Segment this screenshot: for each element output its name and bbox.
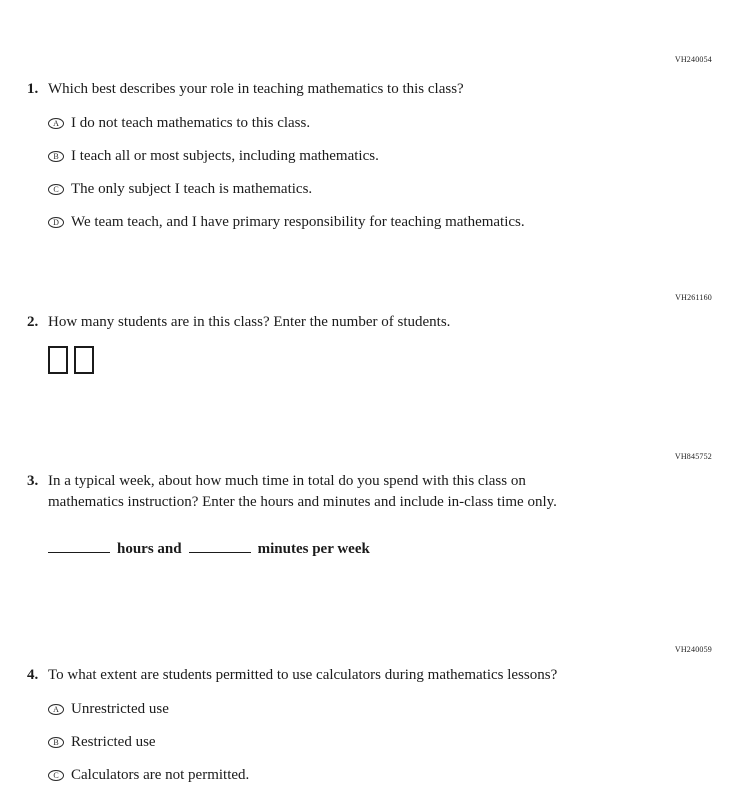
- answer-bubble-b-icon[interactable]: B: [48, 151, 64, 162]
- question-3: [27, 471, 600, 560]
- answer-bubble-c-icon[interactable]: C: [48, 770, 64, 781]
- accession-code-q3: VH845752: [674, 452, 712, 461]
- question-1: [27, 79, 525, 245]
- answer-bubble-a-icon[interactable]: A: [48, 704, 64, 715]
- q1-option-b[interactable]: [48, 146, 525, 167]
- student-count-digit-box-1[interactable]: [48, 346, 68, 374]
- q1-option-c-label: The only subject I teach is mathematics.: [71, 181, 313, 197]
- accession-code-q1: VH240054: [674, 55, 712, 64]
- question-2: [27, 312, 450, 374]
- hours-label: hours and: [117, 541, 182, 557]
- q1-option-a-label: I do not teach mathematics to this class.: [71, 115, 311, 131]
- q4-option-c[interactable]: [48, 765, 557, 786]
- accession-code-q2: VH261160: [675, 293, 712, 302]
- question-4-options: [48, 699, 557, 786]
- hours-blank-field[interactable]: [48, 539, 110, 553]
- question-3-number: 3.: [27, 473, 39, 489]
- q1-option-b-label: I teach all or most subjects, including mathematics.: [71, 148, 379, 164]
- student-count-digit-box-2[interactable]: [74, 346, 94, 374]
- student-count-entry: [48, 346, 450, 374]
- answer-bubble-d-icon[interactable]: D: [48, 217, 64, 228]
- accession-code-q4: VH240059: [674, 645, 712, 654]
- q1-option-d-label: We team teach, and I have primary responsibility for teaching mathematics.: [71, 214, 525, 230]
- question-1-number: 1.: [27, 81, 39, 97]
- answer-bubble-b-icon[interactable]: B: [48, 737, 64, 748]
- question-4: [27, 665, 557, 798]
- q1-option-d[interactable]: [48, 212, 525, 233]
- q1-option-a[interactable]: [48, 113, 525, 134]
- q4-option-a-label: Unrestricted use: [71, 701, 169, 717]
- question-1-options: [48, 113, 525, 233]
- q4-option-b[interactable]: [48, 732, 557, 753]
- question-4-number: 4.: [27, 667, 39, 683]
- answer-bubble-c-icon[interactable]: C: [48, 184, 64, 195]
- question-2-text: How many students are in this class? Enter the number of students.: [48, 314, 451, 330]
- question-1-text: Which best describes your role in teaching mathematics to this class?: [48, 81, 464, 97]
- answer-bubble-a-icon[interactable]: A: [48, 118, 64, 129]
- question-3-text: In a typical week, about how much time in total do you spend with this class on mathematics instruction? Enter the hours and minutes and include in-class time only.: [48, 473, 557, 510]
- q4-option-c-label: Calculators are not permitted.: [71, 767, 250, 783]
- minutes-label: minutes per week: [257, 541, 370, 557]
- question-4-text: To what extent are students permitted to use calculators during mathematics lessons?: [48, 667, 558, 683]
- minutes-blank-field[interactable]: [189, 539, 251, 553]
- time-entry-line: [48, 539, 600, 560]
- q4-option-b-label: Restricted use: [71, 734, 156, 750]
- q1-option-c[interactable]: [48, 179, 525, 200]
- question-2-number: 2.: [27, 314, 39, 330]
- q4-option-a[interactable]: [48, 699, 557, 720]
